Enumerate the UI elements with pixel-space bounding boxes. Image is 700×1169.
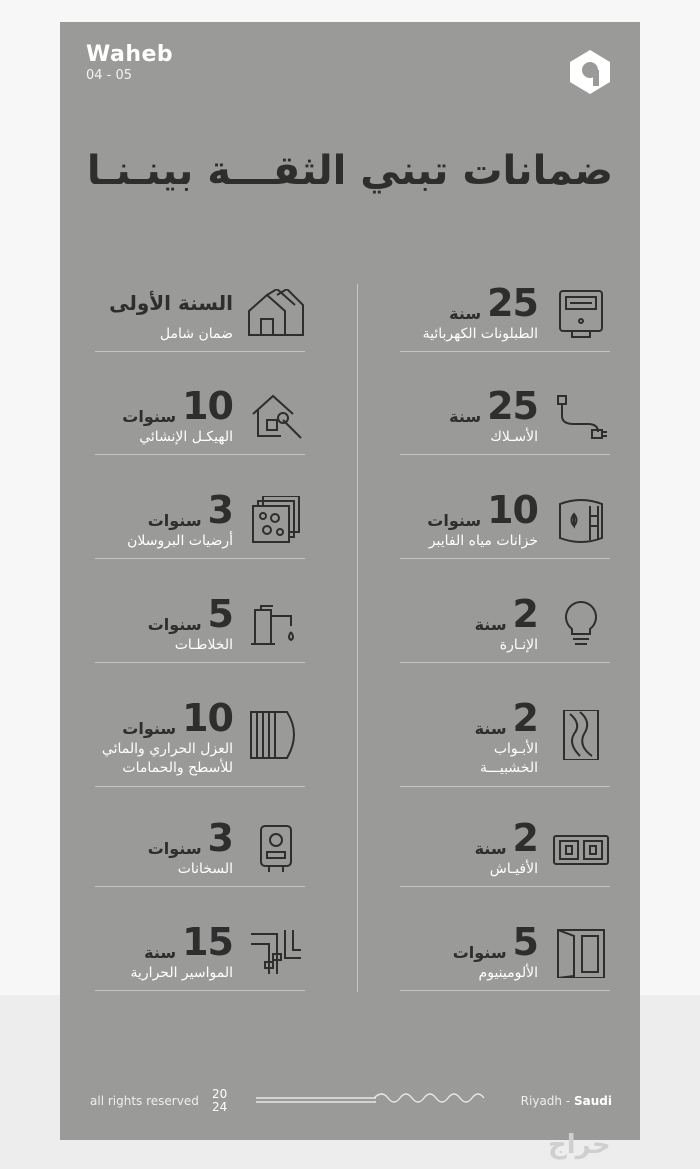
warranty-item-lighting	[400, 594, 610, 663]
cable-plug-icon	[552, 392, 610, 442]
warranty-label: الأسـلاك	[490, 429, 538, 445]
brand-name: Waheb	[86, 42, 174, 67]
warranty-label: الطبلونات الكهربائية	[422, 326, 538, 342]
warranty-unit: سنوات	[122, 719, 177, 738]
warranty-headline: السنة الأولى	[109, 291, 233, 315]
warranty-number: 15	[182, 920, 233, 964]
warranty-item-tanks	[400, 490, 610, 559]
aluminium-door-icon	[552, 928, 610, 978]
power-socket-icon	[552, 824, 610, 874]
warranty-number: 10	[182, 696, 233, 740]
water-tank-icon	[552, 496, 610, 546]
warranty-label-line2: للأسطح والحمامات	[122, 760, 233, 776]
porcelain-tiles-icon	[247, 496, 305, 546]
warranty-unit: سنوات	[147, 839, 202, 858]
water-heater-icon	[247, 824, 305, 874]
warranty-unit: سنة	[474, 839, 507, 858]
poster-card	[60, 22, 640, 1140]
brand-logo-icon	[566, 48, 614, 96]
warranty-number: 3	[207, 488, 233, 532]
warranty-label: ضمان شامل	[159, 326, 233, 342]
warranty-number: 25	[487, 281, 538, 325]
wood-door-icon	[552, 710, 610, 760]
warranty-label: المواسير الحرارية	[130, 965, 233, 981]
warranty-item-structure	[95, 386, 305, 455]
warranty-number: 2	[512, 696, 538, 740]
warranty-number: 10	[487, 488, 538, 532]
warranty-item-first-year	[95, 283, 305, 352]
decorative-wave-icon	[256, 1088, 492, 1112]
warranty-item-wires	[400, 386, 610, 455]
year-bottom: 24	[212, 1100, 228, 1114]
footer-city: Riyadh	[520, 1094, 563, 1108]
warranty-item-doors	[400, 698, 610, 787]
warranty-number: 5	[512, 920, 538, 964]
warranty-unit: سنوات	[452, 943, 507, 962]
electric-meter-icon	[552, 289, 610, 339]
warranty-label: الهيكـل الإنشائي	[139, 429, 233, 445]
warranty-number: 10	[182, 384, 233, 428]
warranty-label: الأبـواب	[493, 741, 538, 757]
warranty-label: الألومينيوم	[478, 965, 538, 981]
warranty-number: 2	[512, 816, 538, 860]
footer-rights: all rights reserved	[90, 1094, 199, 1108]
warranty-item-porcelain	[95, 490, 305, 559]
warranty-label: الخلاطـات	[174, 637, 233, 653]
warranty-unit: سنة	[144, 943, 177, 962]
warranty-unit: سنوات	[427, 511, 482, 530]
warranty-item-mixers	[95, 594, 305, 663]
insulation-icon	[247, 710, 305, 760]
warranty-unit: سنوات	[147, 511, 202, 530]
warranty-number: 5	[207, 592, 233, 636]
warranty-label: أرضيات البروسلان	[127, 533, 233, 549]
house-repair-icon	[247, 392, 305, 442]
site-watermark: حراج	[548, 1130, 611, 1160]
warranty-item-panels	[400, 283, 610, 352]
warranty-unit: سنوات	[122, 407, 177, 426]
faucet-icon	[247, 600, 305, 650]
warranty-item-aluminium	[400, 922, 610, 991]
warranty-label: خزانات مياه الفايبر	[428, 533, 538, 549]
warranty-item-insulation	[95, 698, 305, 787]
page-numbers: 04 - 05	[86, 68, 133, 83]
year-top: 20	[212, 1087, 228, 1101]
warranty-unit: سنة	[449, 304, 482, 323]
warranty-label: العزل الحراري والمائي	[101, 741, 233, 757]
footer-country: Saudi	[574, 1094, 612, 1108]
warranty-unit: سنة	[474, 615, 507, 634]
footer-year	[212, 1088, 227, 1114]
warranty-item-heaters	[95, 818, 305, 887]
warranty-item-pipes	[95, 922, 305, 991]
warranty-unit: سنة	[449, 407, 482, 426]
warranty-unit: سنوات	[147, 615, 202, 634]
warranty-item-sockets	[400, 818, 610, 887]
warranty-number: 25	[487, 384, 538, 428]
warranty-label: السخانات	[177, 861, 233, 877]
warranty-label: الإنـارة	[499, 637, 538, 653]
page-title: ضمانات تبني الثقـــة بينـنـا	[86, 148, 614, 194]
pipes-icon	[247, 928, 305, 978]
warranty-label-line2: الخشبيـــة	[480, 760, 538, 776]
footer-location: Riyadh - Saudi	[520, 1094, 612, 1108]
light-bulb-icon	[552, 600, 610, 650]
warranty-number: 3	[207, 816, 233, 860]
warranty-label: الأفيـاش	[489, 861, 538, 877]
warranty-unit: سنة	[474, 719, 507, 738]
houses-icon	[247, 289, 305, 339]
column-divider	[357, 284, 358, 992]
warranty-number: 2	[512, 592, 538, 636]
